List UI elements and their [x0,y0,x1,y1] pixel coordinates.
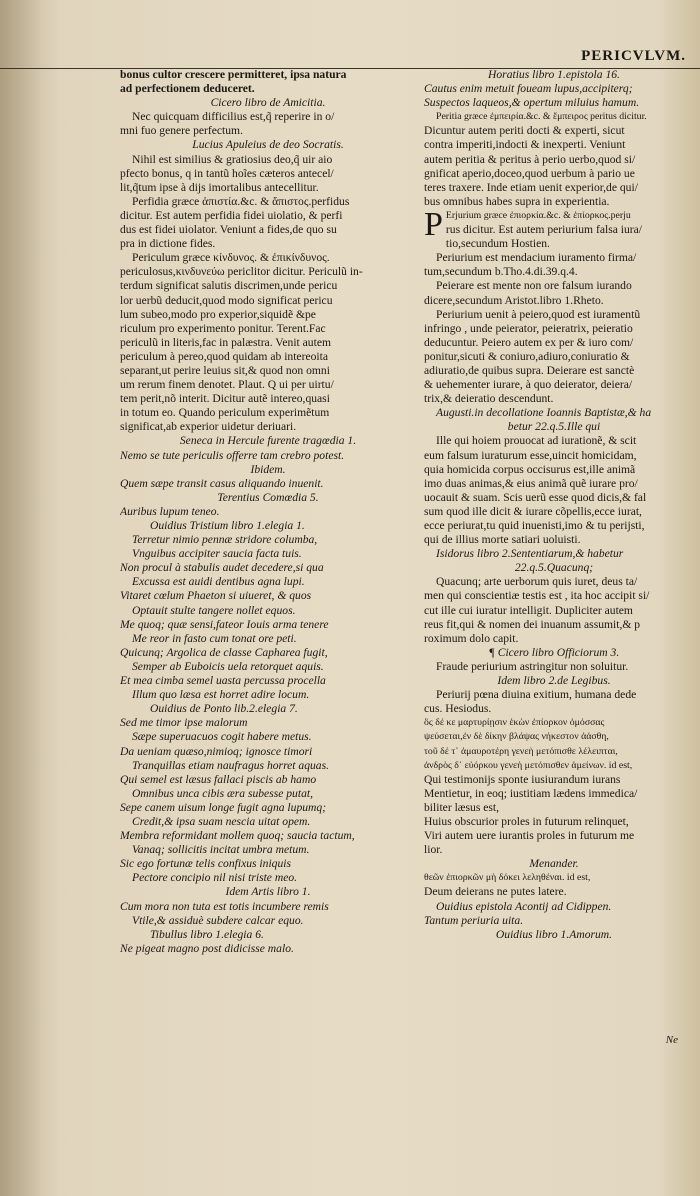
citation-line: Cum mora non tuta est totis incumbere remis [120,899,329,913]
text-line: Nihil est similius & gratiosius deo,q̃ uir aio [132,152,333,166]
citation-line: Horatius libro 1.epistola 16. [488,68,620,81]
citation-line: Excussa est auidi dentibus agna lupi. [132,575,305,589]
page-title: PERICVLVM. [581,48,686,64]
citation-line: Da ueniam quæso,nimioq; ignosce timori [120,744,313,758]
text-line: trix,& deieratio descendunt. [424,392,554,406]
text-line: lor uerbũ deducit,quod modo significat pericu [120,293,333,307]
text-line: separant,ut perire leuius sit,& quod non omni [120,363,330,377]
right-text-column [424,68,684,942]
citation-line: Vitaret cœlum Phaeton si uiueret, & quos [120,589,312,603]
text-line: periculosus,κινδυνεύω periclitor dicitur. Periculũ in- [120,265,363,279]
text-line: lit,q̃tum ipse à dijs imortalibus antecellitur. [120,180,319,194]
text-line: Periurium uenit à peiero,quod est iuramentũ [436,307,641,321]
text-line: ponitur,sicuti & coniuro,adiuro,coniuratio & [424,349,630,363]
text-line: Qui testimonijs sponte iusiurandum iurans [424,772,621,786]
drop-cap-letter: P [424,205,443,243]
citation-line: Nemo se tute periculis offerre tam crebro potest. [120,448,345,462]
text-line: pfecto bonus, q in tantũ hoĩes cæteros antecel/ [120,166,334,180]
citation-line: Ouidius de Ponto lib.2.elegia 7. [150,702,298,716]
text-line: Peierare est mente non ore falsum iurando [436,279,632,293]
text-line: Huius obscurior proles in futurum relinquet, [424,814,629,828]
text-line: imo duas animas,& eius animã quẽ iurare pro/ [424,476,638,490]
text-line: rus dicitur. Est autem periurium falsa iura/ [445,223,642,237]
text-line: Peritia græce ἐμπειρία.&c. & ἔμπειρος peritus dicitur. [436,111,647,123]
text-line: quia homicida corpus occisurus est,ille animã [424,462,636,476]
citation-line: Ouidius Tristium libro 1.elegia 1. [150,519,305,532]
text-line: ἀνδρὸς δ᾽ εὐόρκου γενεὴ μετόπισθεν ἀμείνων. id est, [424,759,633,771]
text-line: pra in dictione fides. [120,237,216,251]
text-line: cus. Hesiodus. [424,702,492,716]
citation-line: Tibullus libro 1.elegia 6. [150,927,264,941]
text-line: lior. [424,843,443,857]
citation-line: Terretur nimio pennæ stridore columba, [132,533,318,547]
text-line: Nec quicquam difficilius est,q̃ reperire in o/ [132,110,335,124]
text-line: Fraude periurium astringitur non soluitur. [436,659,629,673]
text-line: Ille qui hoiem prouocat ad iurationẽ, & scit [436,434,637,448]
text-line: reus fit,qui & nomen dei inuanum assumit,& p [424,617,641,631]
citation-line: Tantum periuria uita. [424,913,524,927]
text-line: Periurium est mendacium iuramento firma/ [436,251,637,265]
text-line: lum subeo,modo pro experior,siquidẽ &pe [120,307,316,321]
text-line: uocauit & suam. Scis uerũ esse quod dicis,& fal [424,490,647,504]
citation-line: Ibidem. [250,462,286,476]
text-line: tio,secundum Hostien. [445,237,550,251]
text-line: riculum pro experimento ponitur. Terent.Fac [120,321,326,335]
citation-line: Non procul à stabulis audet decedere,si qua [120,561,324,575]
citation-line: Omnibus unca cibis æra subesse putat, [132,786,313,800]
text-line: in totum eo. Quando periculum experimẽtum [120,406,330,420]
citation-line: Seneca in Hercule furente tragœdia 1. [179,434,357,448]
text-line: & uehementer iurare, à quo deierator, deiera/ [424,378,633,392]
text-line: τοῦ δέ τ᾽ ἀμαυροτέρη γενεὴ μετόπισθε λέλειπται, [424,745,618,757]
text-line: deducuntur. Peiero autem ex per & iuro com/ [424,335,634,349]
citation-line: Cautus enim metuit foueam lupus,accipiterq; [424,82,633,96]
citation-line: Credit,& ipsa suam nescia uitat opem. [132,814,311,828]
citation-line: Et mea cimba semel uasta percussa procella [120,674,326,688]
text-line: qui de illius morte satiari uoluisti. [424,533,581,547]
citation-line: Me quoq; quæ sensi,fateor Iouis arma tenere [120,617,329,631]
text-line: Periculum græce κίνδυνος. & ἐπικίνδυνος. [132,251,330,265]
text-line: periculum à pereo,quod quidam ab intereoita [120,349,328,363]
citation-line: Quicunq; Argolica de classe Capharea fugit, [120,645,328,659]
text-line: dicere,secundum Aristot.libro 1.Rheto. [424,293,604,307]
citation-line: Me reor in fasto cum tonat ore peti. [132,631,297,645]
citation-line: Isidorus libro 2.Sententiarum,& habetur [436,547,624,561]
text-line: ὃς δέ κε μαρτυρίῃσιν ἑκὼν ἐπίορκον ὀμόσσας [424,717,605,729]
text-line: adiuratio,de quibus supra. Deierare est sanctè [424,363,635,377]
citation-line: Qui semel est læsus fallaci piscis ab hamo [120,772,317,786]
citation-line: Ouidius epistola Acontij ad Cidippen. [436,899,612,913]
citation-line: Tranquillas etiam naufragus horret aquas. [132,758,330,772]
text-line: Mentietur, in eoq; iustitiam lædens immedica/ [424,786,638,800]
text-line: mni fuo genere perfectum. [120,124,243,138]
text-line: Deum deierans ne putes latere. [424,885,567,899]
text-line: contra imperiti,indocti & inexperti. Veniunt [424,138,626,152]
text-line: dicitur. Est autem perfidia fidei uiolatio, & perfi [120,208,343,222]
text-line: Quacunq; arte uerborum quis iuret, deus ta/ [436,575,638,589]
text-line: roximum dolo capit. [424,631,519,645]
citation-line: Ouidius libro 1.Amorum. [495,927,613,941]
text-line: gnificat aperio,doceo,quod uerbum à pario ue [424,166,635,180]
text-line: Dicuntur autem periti docti & experti, sicut [424,124,625,138]
text-line: bus omnibus habes supra in experientia. [424,194,610,208]
text-line: biliter læsus est, [424,800,500,814]
text-line: significat,ab experior uidetur deriuari. [120,420,297,434]
citation-line: 22.q.5.Quacunq; [514,561,594,575]
citation-line: Illum quo læsa est horret adire locum. [132,688,310,702]
citation-line: Lucius Apuleius de deo Socratis. [192,138,344,152]
text-line: autem peritia & peritus à perio uerbo,quod si/ [424,152,636,166]
citation-line: Idem Artis libro 1. [225,885,311,899]
citation-line: betur 22.q.5.Ille qui [507,420,601,434]
text-line: Viri autem uere iurantis proles in futurum me [424,829,635,843]
citation-line: Terentius Comœdia 5. [217,490,319,504]
text-line: tem perit,nõ interit. Dicitur autẽ intereo,quasi [120,392,330,406]
text-line: um rerum finem denotet. Plaut. Q ui per uirtu/ [120,378,334,392]
text-line: men qui conscientiæ testis est , ita hoc accipit si/ [424,589,650,603]
running-header [0,48,700,69]
text-line: teres traxere. Inde etiam uenit experior,de qui/ [424,180,638,194]
citation-line: Idem libro 2.de Legibus. [497,674,611,688]
text-line: θεῶν ἐπιορκῶν μὴ δόκει λεληθέναι. id est, [424,872,591,884]
text-line: periculũ in literis,fac in palæstra. Venit autem [120,335,331,349]
citation-line: Menander. [529,857,579,871]
citation-line: Sæpe superuacuos cogit habere metus. [132,730,312,744]
text-line: Erjurium græce ἐπιορκία.&c. & ἐπίορκος.perju [445,209,631,221]
text-line: ecce periurat,tu quid inuenisti,imo & tu perijsti, [424,519,645,532]
left-text-column [120,68,416,956]
citation-line: ¶ Cicero libro Officiorum 3. [488,645,620,659]
text-line: Periurij pœna diuina exitium, humana dede [436,688,637,702]
citation-line: Vnguibus accipiter saucia facta tuis. [132,547,302,561]
citation-line: Vanaq; sollicitis incitat umbra metum. [132,843,310,857]
text-line: bonus cultor crescere permitteret, ipsa natura [120,68,347,81]
text-line: Perfidia græce ἀπιστία.&c. & ἄπιστος.perfidus [132,194,350,208]
text-line: sum quod ille dicit & iurare cõpellis,ecce iurat, [424,504,642,518]
citation-line: Pectore concipio nil nisi triste meo. [132,871,298,885]
citation-line: Augusti.in decollatione Ioannis Baptistæ,& ha [436,406,652,420]
citation-line: Sepe canem uisum longe fugit agna lupumq; [120,800,327,814]
citation-line: Vtile,& assiduè subdere calcar equo. [132,913,304,927]
text-line: tum,secundum b.Tho.4.di.39.q.4. [424,265,578,279]
text-line: eum falsum iuraturum esse,uincit homicidam, [424,448,637,462]
catchword: Ne [665,1034,678,1046]
citation-line: Quem sæpe transit casus aliquando inuenit. [120,476,324,490]
citation-line: Suspectos laqueos,& opertum miluius hamum. [424,96,640,110]
text-line: ψεύσεται,ἐν δὲ δίκην βλάψας νήκεστον ἀάσθη, [424,731,609,743]
text-line: cut ille cui iuratur intelligit. Dupliciter autem [424,603,633,617]
citation-line: Membra reformidant mollem quoq; saucia tactum, [120,829,355,843]
citation-line: Sed me timor ipse malorum [120,716,248,730]
gutter-shadow [0,0,60,1196]
text-line: terdum significat salutis discrimen,unde pericu [120,279,338,293]
text-line: dus est fidei uiolator. Veniunt a fides,de quo su [120,223,337,237]
citation-line: Ne pigeat magno post didicisse malo. [120,941,294,955]
text-line: infringo , unde peierator, peieratrix, peieratio [424,321,633,335]
citation-line: Cicero libro de Amicitia. [210,96,326,110]
text-line: ad perfectionem deduceret. [120,82,255,96]
citation-line: Sic ego fortunæ telis confixus iniquis [120,857,291,871]
citation-line: Auribus lupum teneo. [120,504,220,518]
citation-line: Semper ab Euboicis uela retorquet aquis. [132,659,324,673]
citation-line: Optauit stulte tangere nollet equos. [132,603,296,617]
